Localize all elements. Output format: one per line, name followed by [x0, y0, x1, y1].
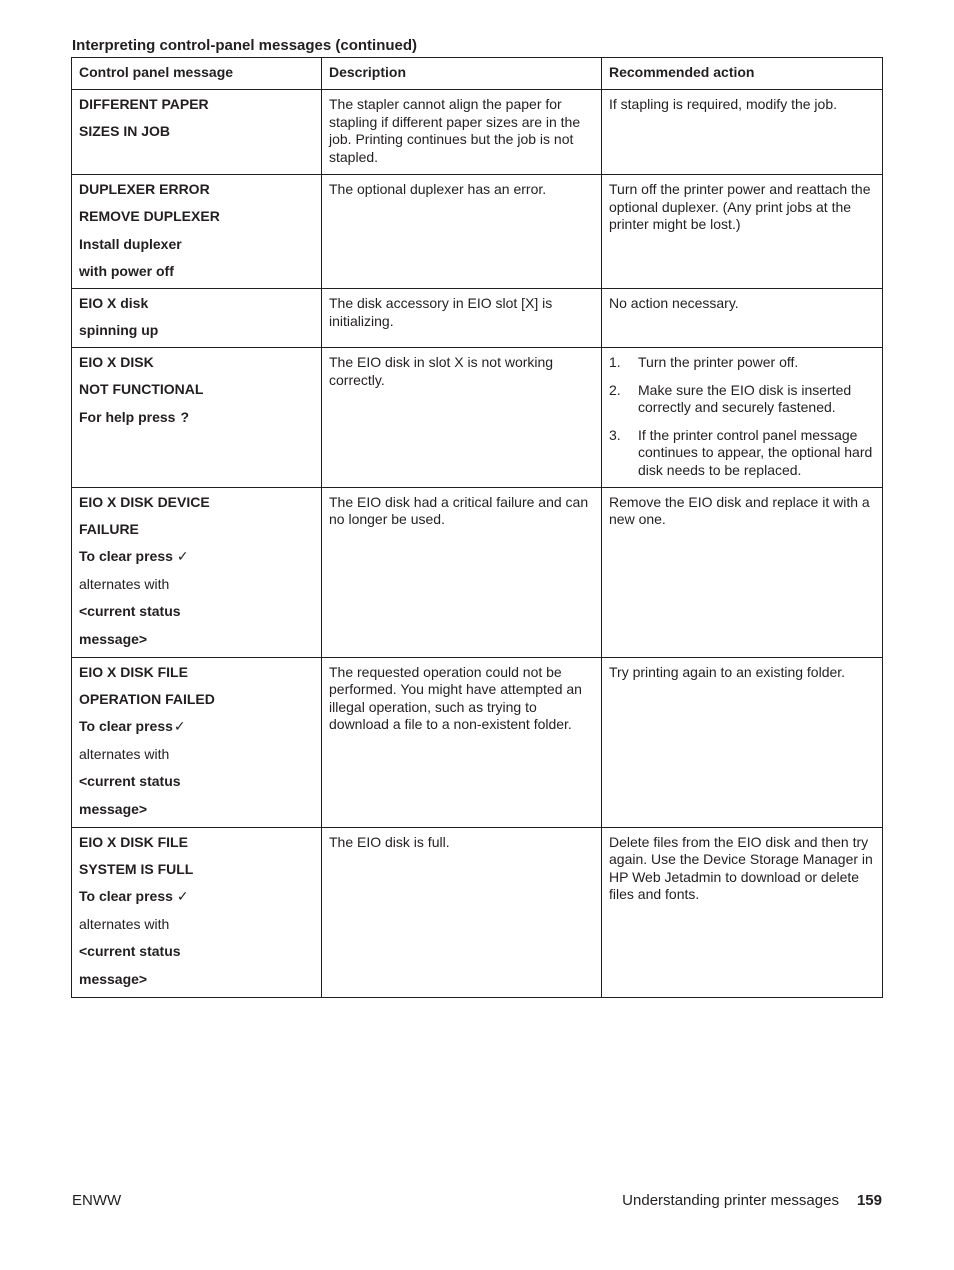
message-line: message>	[79, 630, 148, 647]
table-row	[72, 289, 883, 348]
message-line: Install duplexer	[79, 235, 182, 252]
description-cell: The requested operation could not be performed. You might have attempted an illegal operation, such as trying to download a file to a non-existent folder.	[322, 657, 602, 827]
list-item	[609, 382, 875, 417]
message-line-text: To clear press	[79, 888, 173, 905]
message-line: alternates with	[79, 915, 170, 932]
message-line-text: To clear press	[79, 718, 173, 735]
message-cell	[72, 90, 322, 175]
message-line: DIFFERENT PAPER	[79, 96, 209, 112]
message-line: <current status	[79, 773, 181, 790]
action-cell	[602, 348, 883, 488]
footer-section-title: Understanding printer messages	[622, 1192, 839, 1209]
table-row	[72, 487, 883, 657]
checkmark-icon: ✓	[176, 888, 189, 905]
description-cell: The stapler cannot align the paper for stapling if different paper sizes are in the job. Printing continues but the job is not stapled.	[322, 90, 602, 175]
message-line: EIO X DISK FILE	[79, 833, 188, 850]
message-cell	[72, 487, 322, 657]
message-line: alternates with	[79, 575, 170, 592]
action-cell: Try printing again to an existing folder.	[602, 657, 883, 827]
table-row	[72, 348, 883, 488]
message-line	[79, 888, 314, 906]
message-line: message>	[79, 800, 148, 817]
message-line: <current status	[79, 943, 181, 960]
message-line-text: For help press	[79, 408, 176, 425]
message-line: message>	[79, 970, 148, 987]
message-cell	[72, 348, 322, 488]
help-key-icon: ?	[180, 408, 190, 425]
list-item	[609, 354, 875, 372]
action-cell: Turn off the printer power and reattach the optional duplexer. (Any print jobs at the printer might be lost.)	[602, 175, 883, 289]
footer-doc-id: ENWW	[72, 1192, 122, 1209]
header-recommended-action: Recommended action	[602, 58, 883, 90]
step-number: 3.	[609, 426, 621, 443]
list-item	[609, 427, 875, 480]
action-cell: Remove the EIO disk and replace it with a new one.	[602, 487, 883, 657]
message-line	[79, 718, 314, 736]
footer-section	[622, 1192, 882, 1209]
message-line: EIO X DISK FILE	[79, 663, 188, 680]
step-text: If the printer control panel message continues to appear, the optional hard disk needs to be replaced.	[638, 426, 873, 478]
message-cell	[72, 827, 322, 997]
description-cell: The EIO disk had a critical failure and can no longer be used.	[322, 487, 602, 657]
header-control-panel-message: Control panel message	[72, 58, 322, 90]
action-cell: Delete files from the EIO disk and then try again. Use the Device Storage Manager in HP Web Jetadmin to download or delete files and fonts.	[602, 827, 883, 997]
page-title: Interpreting control-panel messages (continued)	[72, 37, 418, 54]
message-cell	[72, 289, 322, 348]
step-number: 1.	[609, 354, 621, 370]
header-description: Description	[322, 58, 602, 90]
description-cell: The EIO disk in slot X is not working correctly.	[322, 348, 602, 488]
action-steps	[609, 354, 875, 480]
table-row	[72, 175, 883, 289]
message-line: alternates with	[79, 745, 170, 762]
checkmark-icon: ✓	[176, 548, 189, 565]
message-line: FAILURE	[79, 520, 139, 537]
message-line: SYSTEM IS FULL	[79, 860, 194, 877]
table-row	[72, 90, 883, 175]
message-line: SIZES IN JOB	[79, 123, 171, 140]
message-line	[79, 548, 314, 566]
action-cell: No action necessary.	[602, 289, 883, 348]
message-line: EIO X DISK	[79, 354, 154, 370]
message-cell	[72, 175, 322, 289]
message-line: OPERATION FAILED	[79, 690, 215, 707]
description-cell: The optional duplexer has an error.	[322, 175, 602, 289]
message-line: EIO X disk	[79, 295, 149, 311]
message-line-text: To clear press	[79, 548, 173, 565]
step-text: Make sure the EIO disk is inserted correctly and securely fastened.	[638, 381, 852, 416]
checkmark-icon: ✓	[173, 718, 186, 735]
message-cell	[72, 657, 322, 827]
message-line: spinning up	[79, 322, 159, 339]
description-cell: The EIO disk is full.	[322, 827, 602, 997]
action-cell: If stapling is required, modify the job.	[602, 90, 883, 175]
message-line: REMOVE DUPLEXER	[79, 208, 220, 225]
message-line: <current status	[79, 603, 181, 620]
message-line: EIO X DISK DEVICE	[79, 493, 210, 510]
message-line	[79, 409, 314, 427]
page-number: 159	[856, 1192, 882, 1209]
message-line: DUPLEXER ERROR	[79, 181, 210, 197]
table-row	[72, 827, 883, 997]
table-header-row	[72, 58, 883, 90]
step-number: 2.	[609, 381, 621, 398]
message-line: NOT FUNCTIONAL	[79, 381, 204, 398]
table-row	[72, 657, 883, 827]
messages-table	[71, 57, 883, 998]
message-line: with power off	[79, 263, 174, 280]
description-cell: The disk accessory in EIO slot [X] is initializing.	[322, 289, 602, 348]
step-text: Turn the printer power off.	[638, 354, 799, 370]
